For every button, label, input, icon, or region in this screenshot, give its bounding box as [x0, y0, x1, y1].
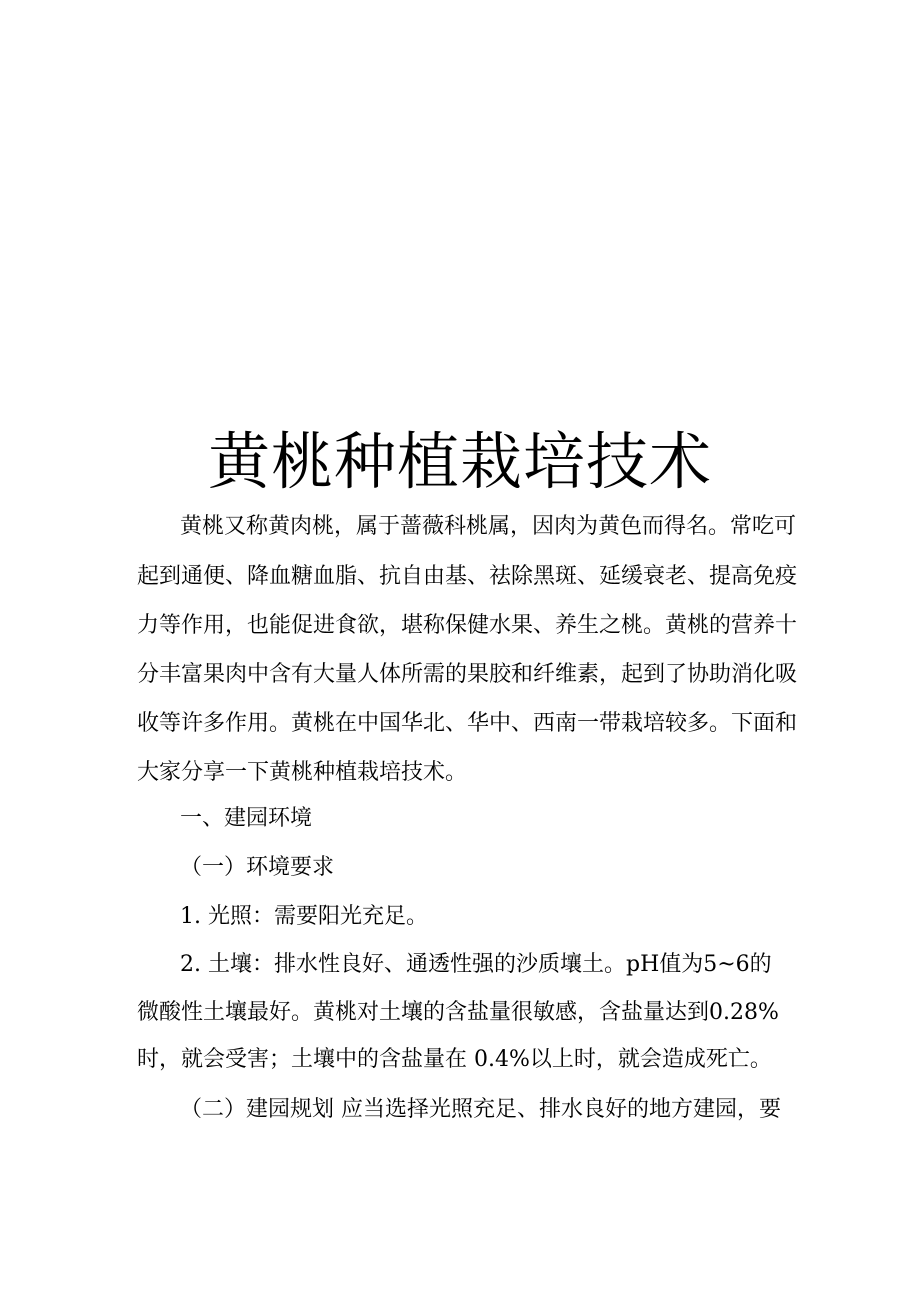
- intro-paragraph-line-3: 力等作用，也能促进食欲，堪称保健水果、养生之桃。黄桃的营养十: [137, 613, 798, 638]
- list-item-soil-line-1: 2. 土壤：排水性良好、通透性强的沙质壤土。pH值为5~6的: [180, 952, 772, 977]
- page-title: 黄桃种植栽培技术: [207, 425, 712, 498]
- section-heading-1: 一、建园环境: [180, 806, 313, 831]
- intro-paragraph-line-1: 黄桃又称黄肉桃，属于蔷薇科桃属，因肉为黄色而得名。常吃可: [180, 514, 797, 539]
- subsection-heading-2: （二）建园规划 应当选择光照充足、排水良好的地方建园，要: [180, 1097, 781, 1122]
- list-item-soil-line-3: 时，就会受害；土壤中的含盐量在 0.4%以上时，就会造成死亡。: [137, 1047, 772, 1072]
- intro-paragraph-line-6: 大家分享一下黄桃种植栽培技术。: [137, 760, 468, 785]
- intro-paragraph-line-4: 分丰富果肉中含有大量人体所需的果胶和纤维素，起到了协助消化吸: [137, 662, 798, 687]
- intro-paragraph-line-2: 起到通便、降血糖血脂、抗自由基、祛除黑斑、延缓衰老、提高免疫: [137, 564, 798, 589]
- list-item-soil-line-2: 微酸性土壤最好。黄桃对土壤的含盐量很敏感，含盐量达到0.28%: [137, 1000, 779, 1025]
- subsection-heading-1: （一）环境要求: [180, 855, 335, 880]
- list-item-light: 1. 光照：需要阳光充足。: [180, 904, 428, 929]
- intro-paragraph-line-5: 收等许多作用。黄桃在中国华北、华中、西南一带栽培较多。下面和: [137, 711, 798, 736]
